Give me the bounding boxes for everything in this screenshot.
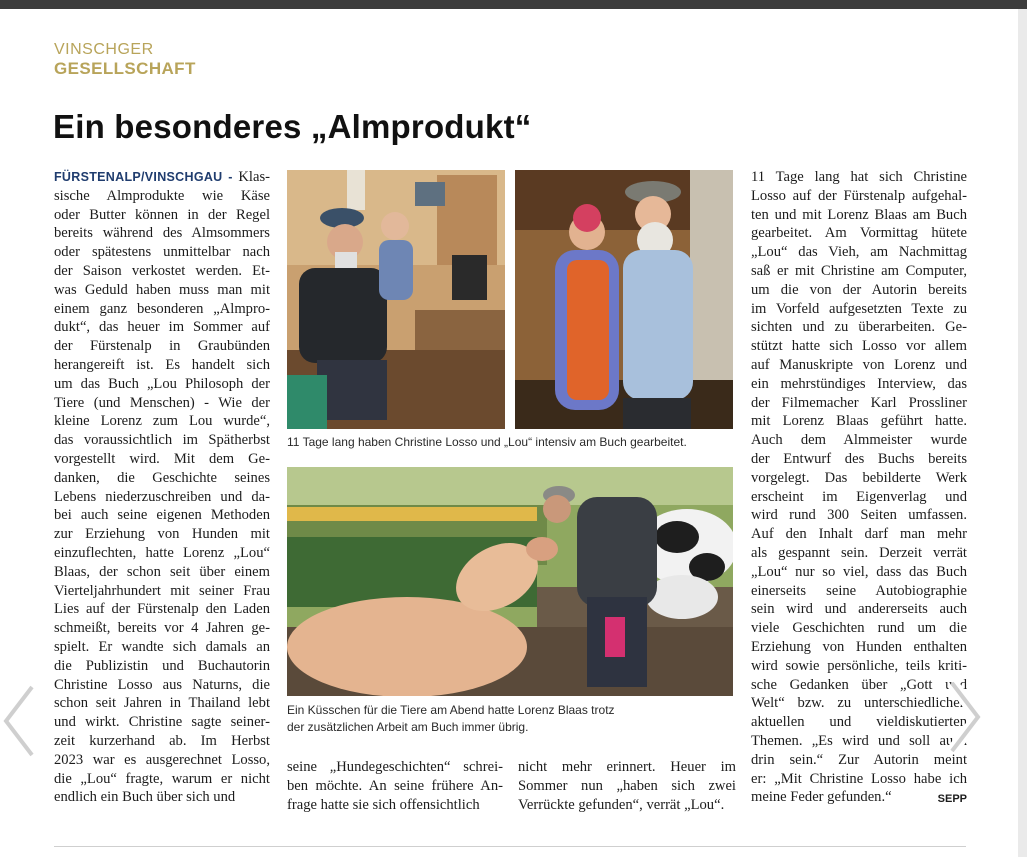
text-line: wird rund 300 Seiten umfassen. [751, 507, 967, 524]
column-1-first-line [54, 168, 270, 187]
section-label-top: VINSCHGER [54, 41, 154, 58]
chevron-right-icon [944, 677, 984, 757]
text-line: die „Lou“ fragte, warum er nicht [54, 770, 270, 787]
text-line: zeit kurzerhand ab. Im Herbst [54, 732, 270, 749]
column-4-lines [751, 168, 967, 788]
text-line: schmeißt, bereits vor 4 Jahren ge- [54, 620, 270, 637]
page-bottom-rule [54, 846, 966, 847]
text-line: einerseits seine Autobiographie [751, 582, 967, 599]
text-line: was Geduld haben muss man mit [54, 281, 270, 298]
text-line: Verrückte gefunden“, verrät „Lou“. [518, 796, 725, 813]
text-line: ten und mit Lorenz Blaas am Buch [751, 206, 967, 223]
section-label-bottom: GESELLSCHAFT [54, 59, 196, 78]
photo-caption-bottom-line-2: der zusätzlichen Arbeit am Buch immer übrig. [287, 720, 529, 734]
text-line: seine „Hundegeschichten“ schrei- [287, 759, 503, 775]
text-line: sche Gedanken über „Gott und [751, 676, 967, 693]
text-line: ben möchte. An seine frühere An- [287, 777, 503, 794]
text-line: bei auch seine eigenen Methoden [54, 507, 270, 524]
article-headline: Ein besonderes „Almprodukt“ [53, 108, 532, 145]
column-1-lines [54, 187, 270, 807]
author-signature: SEPP [937, 793, 967, 806]
text-line: zur Erziehung von Hunden mit [54, 526, 270, 543]
text-line: Tiere (und Menschen) - Wie der [54, 394, 270, 411]
text-line: 2023 war es ausgerechnet Losso, [54, 751, 270, 768]
next-page-button[interactable] [944, 677, 984, 757]
article-column-2 [287, 758, 503, 814]
text-line: „Lou“ das Vieh, am Nachmittag [751, 244, 967, 261]
article-column-4 [751, 168, 967, 809]
text-line: mit Lorenz Blaas geführt hatte. [751, 413, 967, 430]
photo-couple-portrait [515, 170, 733, 429]
text-line: als gespannt sein. Derzeit verrät [751, 544, 967, 561]
text-line: Lebens niederzuschreiben und da- [54, 488, 270, 505]
text-line: Vierteljahrhundert mit seiner Frau [54, 582, 270, 599]
text-line: Sommer nun „haben sich zwei [518, 777, 736, 794]
text-line: Auf den Inhalt darf man mehr [751, 526, 967, 543]
closing-text: meine Feder gefunden.“ [751, 789, 892, 806]
column-4-last-line [751, 788, 967, 807]
text-line: Losso auf der Fürstenalp aufgehal- [751, 187, 967, 204]
text-line: bereits während des Almsommers [54, 225, 270, 242]
text-line: erscheint im Eigenverlag und [751, 488, 967, 505]
text-line: frage hatte sie sich offensichtlich [287, 796, 480, 813]
text-line: das voraussichtlich im Spätherbst [54, 432, 270, 449]
photo-cow-kiss-image [287, 467, 733, 696]
text-line: im Vorfeld aufgesetzten Texte zu [751, 300, 967, 317]
text-line: Auch dem Almmeister wurde [751, 432, 967, 449]
text-line: er: „Mit Christine Losso habe ich [751, 770, 967, 787]
text-line: die Publizistin und Buchautorin [54, 657, 270, 674]
text-line: danken, die Geschichte seines [54, 469, 270, 486]
text-line: herangereift ist. Es handelt sich [54, 356, 270, 373]
text-line: 11 Tage lang hat sich Christine [751, 169, 967, 185]
photo-cow-kiss [287, 467, 733, 696]
first-line-text: Klas- [238, 169, 270, 185]
photo-working-at-table [287, 170, 505, 429]
column-2-lines [287, 758, 503, 814]
text-line: drin sein.“ Zur Autorin meint [751, 751, 967, 768]
text-line: Blaas, der schon seit über einem [54, 563, 270, 580]
text-line: spielt. Er wandte sich damals an [54, 638, 270, 655]
text-line: dukt“, das heuer im Sommer auf [54, 319, 270, 336]
text-line: der Entwurf des Buchs bereits [751, 450, 967, 467]
photo-working-at-table-image [287, 170, 505, 429]
text-line: endlich ein Buch über sich und [54, 789, 236, 806]
text-line: einzuflechten, hatte Lorenz „Lou“ [54, 544, 270, 561]
text-line: sein wird und andererseits auch [751, 601, 967, 618]
text-line: und wirkt. Christine sagte seiner- [54, 714, 270, 731]
text-line: wird sowie persönliche, teils kriti- [751, 657, 967, 674]
text-line: Themen. „Es wird und soll auch [751, 732, 967, 749]
chevron-left-icon [0, 681, 40, 761]
text-line: Welt“ bzw. zu unterschiedlichen [751, 695, 967, 712]
text-line: nicht mehr erinnert. Heuer im [518, 759, 736, 775]
text-line: einem ganz besonderen „Almpro- [54, 300, 270, 317]
text-line: vorgelegt. Das bebilderte Werk [751, 469, 967, 486]
viewer-top-bar [0, 0, 1027, 9]
photo-couple-portrait-image [515, 170, 733, 429]
text-line: um die von der Autorin bereits [751, 281, 967, 298]
text-line: der Fürstenalp in Graubünden [54, 338, 270, 355]
photo-caption-bottom [287, 702, 733, 736]
text-line: sische Almprodukte wie Käse [54, 187, 270, 204]
viewer-scroll-edge [1018, 9, 1027, 857]
photo-caption-top: 11 Tage lang haben Christine Losso und „Lou“ intensiv am Buch gearbeitet. [287, 435, 687, 449]
text-line: „Lou“ nur so viel, dass das Buch [751, 563, 967, 580]
text-line: vorgestellt wird. Mit dem Ge- [54, 450, 270, 467]
text-line: der Filmemacher Karl Prossliner [751, 394, 967, 411]
article-column-1 [54, 168, 270, 807]
text-line: Erziehung von Hunden enthalten [751, 638, 967, 655]
text-line: saß er mit Christine am Computer, [751, 262, 967, 279]
text-line: oder Butter können in der Regel [54, 206, 270, 223]
text-line: stützt hatte sich Losso vor allem [751, 338, 967, 355]
text-line: gearbeitet. Am Vormittag hütete [751, 225, 967, 242]
text-line: oder spätestens unmittelbar nach [54, 244, 270, 261]
text-line: auf Manuskripte von Lorenz und [751, 356, 967, 373]
dateline: FÜRSTENALP/VINSCHGAU - [54, 170, 233, 184]
text-line: ein mehrstündiges Interview, das [751, 375, 967, 392]
text-line: um das Buch „Lou Philosoph der [54, 375, 270, 392]
text-line: Christine Losso aus Naturns, die [54, 676, 270, 693]
text-line: schon seit Jahren in Thailand lebt [54, 695, 270, 712]
text-line: viele Geschichten rund um die [751, 620, 967, 637]
text-line: kleine Lorenz zum Lou wurde“, [54, 413, 270, 430]
column-3-lines [518, 758, 736, 814]
text-line: Lies auf der Fürstenalp den Laden [54, 601, 270, 618]
text-line: sichten und zu überarbeiten. Ge- [751, 319, 967, 336]
prev-page-button[interactable] [0, 681, 40, 761]
article-column-3 [518, 758, 736, 814]
photo-caption-bottom-line-1: Ein Küsschen für die Tiere am Abend hatte Lorenz Blaas trotz [287, 703, 615, 717]
text-line: der Saison verkostet werden. Et- [54, 262, 270, 279]
text-line: aktuellen und vieldiskutierten [751, 714, 967, 731]
